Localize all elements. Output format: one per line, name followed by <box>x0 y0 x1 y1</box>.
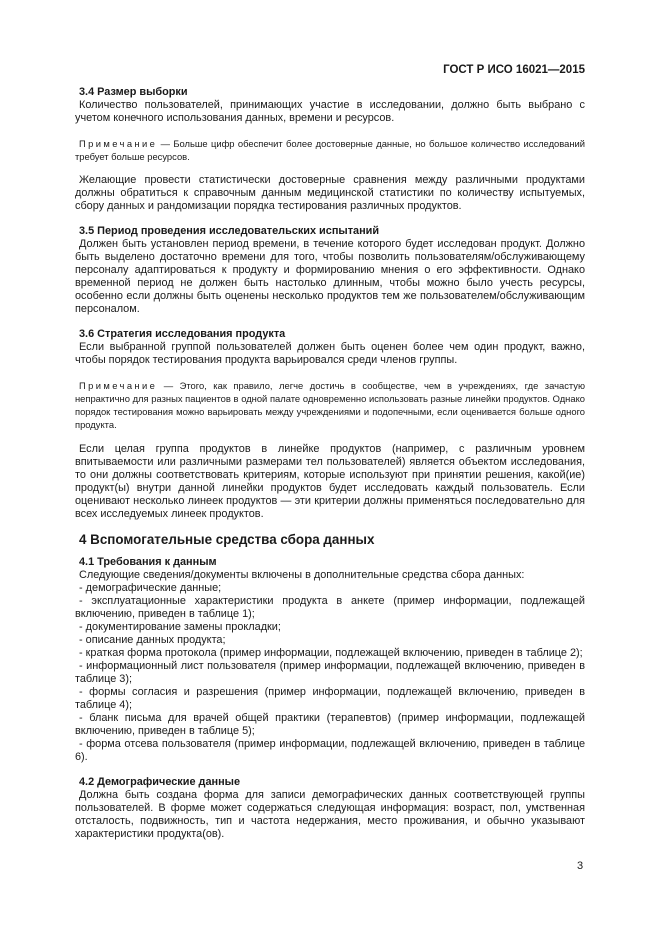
document-header: ГОСТ Р ИСО 16021—2015 <box>443 64 585 76</box>
page-content <box>75 86 585 841</box>
list-item: - информационный лист пользователя (пример информации, подлежащей включению, приведен в таблице 3); <box>75 660 585 685</box>
section-4-2-title: 4.2 Демографические данные <box>79 776 241 788</box>
section-3-4-paragraph-2: Желающие провести статистически достоверные сравнения между различными продуктами должны обратиться к справочным данным медицинской статистики по количеству испытуемых, сбору данных и рандомизации порядка тестирования различных продуктов. <box>75 174 585 212</box>
section-4-1-title: 4.1 Требования к данным <box>79 556 217 568</box>
list-item: - эксплуатационные характеристики продукта в анкете (пример информации, подлежащей включению, приведен в таблице 1); <box>75 595 585 620</box>
section-3-6-note <box>75 379 585 431</box>
section-3-6-paragraph-2: Если целая группа продуктов в линейке продуктов (например, с различным уровнем впитываемости или различными размерами тел пользователей) является объектом исследования, то они должны соответствовать критериям, которые используют при принятии решения, какой(ие) продукт(ы) внутри данной линейки продуктов будет исследовать каждый пользователь. Если оценивают несколько линеек продуктов — эти критерии должны применяться последовательно для всех исследуемых линеек продуктов. <box>75 443 585 520</box>
list-item: - демографические данные; <box>79 582 222 594</box>
data-collection-list <box>75 582 585 764</box>
note-label: Примечание <box>79 380 158 391</box>
section-3-4-title: 3.4 Размер выборки <box>79 86 188 98</box>
section-3-5-paragraph: Должен быть установлен период времени, в течение которого будет исследован продукт. Должно быть выделено достаточно времени для того, чтобы позволить пользователям/обслуживающему персоналу адаптироваться к продукту и формированию мнения о его эффективности. Однако временной период не должен быть настолько длинным, чтобы можно было учесть ресурсы, особенно если должны быть оценены несколько продуктов тем же пользователем/обслуживающим персоналом. <box>75 238 585 315</box>
section-3-6-title: 3.6 Стратегия исследования продукта <box>79 328 286 340</box>
section-4-2-paragraph: Должна быть создана форма для записи демографических данных соответствующей группы пользователей. В форме может содержаться следующая информация: возраст, пол, умственная отсталость, подвижность, тип и частота недержания, место проживания, и обычно указывают характеристики продукта(ов). <box>75 789 585 840</box>
list-item: - документирование замены прокладки; <box>79 621 281 633</box>
section-3-4-paragraph: Количество пользователей, принимающих участие в исследовании, должно быть выбрано с учетом конечного использования данных, времени и ресурсов. <box>75 99 585 124</box>
list-item: - формы согласия и разрешения (пример информации, подлежащей включению, приведен в таблице 4); <box>75 686 585 711</box>
section-3-6-paragraph: Если выбранной группой пользователей должен быть оценен более чем один продукт, важно, чтобы порядок тестирования продукта варьировался среди членов группы. <box>75 341 585 366</box>
list-item: - форма отсева пользователя (пример информации, подлежащей включению, приведен в таблице 6). <box>75 738 585 763</box>
note-label: Примечание <box>79 138 158 149</box>
list-item: - краткая форма протокола (пример информации, подлежащей включению, приведен в таблице 2); <box>79 647 583 659</box>
section-3-5-title: 3.5 Период проведения исследовательских испытаний <box>79 225 380 237</box>
section-4-title: 4 Вспомогательные средства сбора данных <box>79 532 375 547</box>
page-number: 3 <box>577 860 584 872</box>
list-item: - бланк письма для врачей общей практики (терапевтов) (пример информации, подлежащей включению, приведен в таблице 5); <box>75 712 585 737</box>
list-item: - описание данных продукта; <box>79 634 226 646</box>
section-4-1-intro: Следующие сведения/документы включены в дополнительные средства сбора данных: <box>79 569 525 581</box>
note-text: — Больше цифр обеспечит более достоверные данные, но большое количество исследований требует больше ресурсов. <box>75 138 585 162</box>
note-text: — Этого, как правило, легче достичь в сообществе, чем в учреждениях, где зачастую непрактично для разных пациентов в одной палате одновременно использовать разные линейки продуктов. Однако порядок тестирования можно варьировать между учреждениями и подопечными, если оценивается больше одного продукта. <box>75 380 585 430</box>
section-3-4-note <box>75 137 585 163</box>
